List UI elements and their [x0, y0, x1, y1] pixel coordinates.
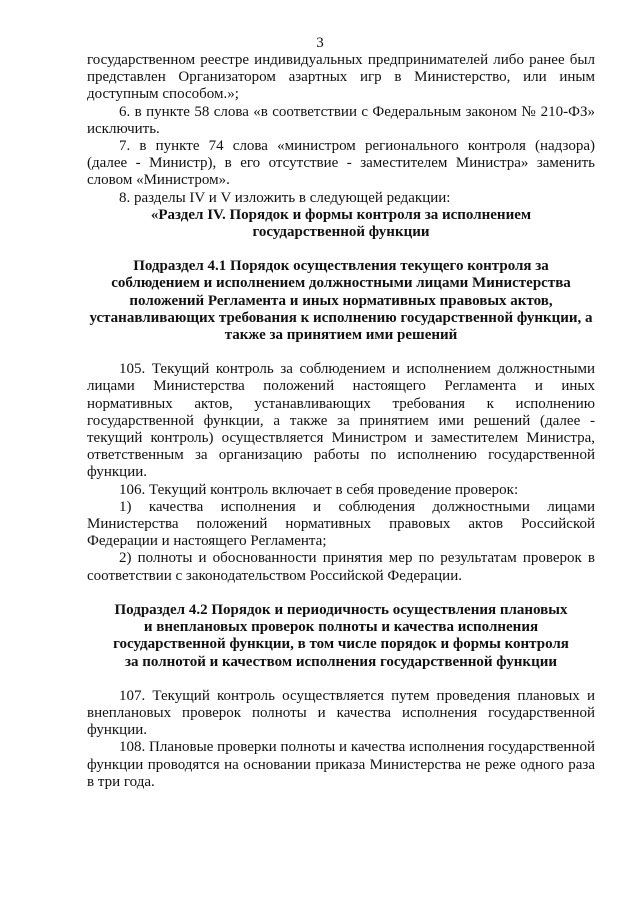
paragraph-105: 105. Текущий контроль за соблюдением и исполнением должностными лицами Министерства положений настоящего Регламента и иных нормативных актов, устанавливающих требования к исполнению государственной функции, а также за принятием ими решений (далее - текущий контроль) осуществляется Министром и заместителем Министра, ответственным за организацию работы по исполнению государственной функции. [87, 361, 595, 481]
paragraph-item-8: 8. разделы IV и V изложить в следующей редакции: [119, 189, 451, 206]
subsection-heading-4-2: Подраздел 4.2 Порядок и периодичность осуществления плановых и внеплановых проверок полноты и качества исполнения государственной функции, в том числе порядок и формы контроля за полнотой и качеством исполнения государственной функции [113, 601, 569, 670]
paragraph-108: 108. Плановые проверки полноты и качества исполнения государственной функции проводятся на основании приказа Министерства не реже одного раза в три года. [87, 739, 595, 790]
paragraph-106: 106. Текущий контроль включает в себя проведение проверок: [119, 481, 519, 498]
subsection-heading-4-1: Подраздел 4.1 Порядок осуществления текущего контроля за соблюдением и исполнением должностными лицами Министерства положений Регламента и иных нормативных правовых актов, устанавливающих требования к исполнению государственной функции, а также за принятием ими решений [89, 258, 593, 344]
paragraph-107: 107. Текущий контроль осуществляется путем проведения плановых и внеплановых проверок полноты и качества исполнения государственной функции. [87, 687, 595, 739]
paragraph-item-6: 6. в пункте 58 слова «в соответствии с Федеральным законом № 210-ФЗ» исключить. [87, 103, 595, 137]
paragraph-106-item-1: 1) качества исполнения и соблюдения должностными лицами Министерства положений нормативных правовых актов Российской Федерации и настоящего Регламента; [87, 498, 595, 550]
paragraph-106-item-2: 2) полноты и обоснованности принятия мер по результатам проверок в соответствии с законодательством Российской Федерации. [87, 550, 595, 584]
section-heading: «Раздел IV. Порядок и формы контроля за исполнением государственной функции [150, 206, 532, 241]
paragraph-item-7: 7. в пункте 74 слова «министром регионального контроля (надзора) (далее - Министр), в его отсутствие - заместителем Министра» заменить словом «Министром». [87, 138, 595, 189]
document-body [87, 52, 595, 791]
paragraph-continuation: государственном реестре индивидуальных предпринимателей либо ранее был представлен Организатором азартных игр в Министерство, или иным доступным способом.»; [87, 52, 595, 103]
page-number: 3 [316, 35, 324, 51]
